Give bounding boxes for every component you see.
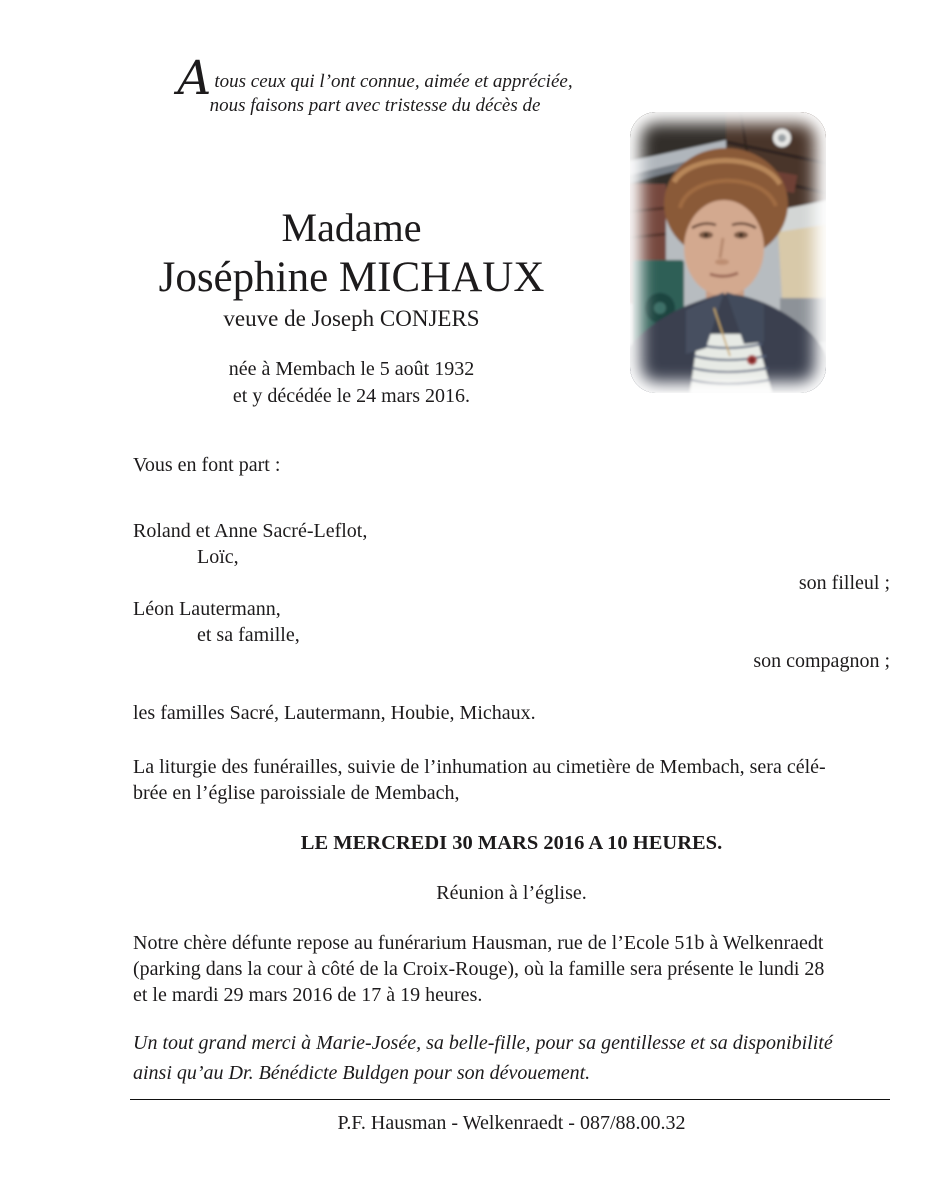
portrait-photo: [630, 112, 826, 393]
birth-line: née à Membach le 5 août 1932: [228, 358, 475, 380]
announcement-entry: Roland et Anne Sacré-Leflot,: [133, 520, 368, 542]
announcement-entry: Loïc,: [197, 546, 239, 568]
announcement-lead: Vous en font part :: [133, 454, 281, 476]
deceased-heading: [133, 204, 570, 410]
announcement-entries: [133, 518, 890, 674]
repose-paragraph: [133, 930, 890, 1008]
announcement-entry-relation: son compagnon ;: [753, 650, 890, 672]
intro-line-1-text: tous ceux qui l’ont connue, aimée et appréciée,: [214, 71, 573, 92]
announcement-entry-relation: son filleul ;: [798, 572, 890, 594]
ornate-initial-a: A: [177, 51, 212, 106]
main-text: [133, 452, 890, 1088]
announcement-entry: et sa famille,: [197, 624, 300, 646]
intro-text: [140, 51, 610, 118]
families-line: les familles Sacré, Lautermann, Houbie, Michaux.: [133, 702, 536, 724]
ceremony-date-line: LE MERCREDI 30 MARS 2016 A 10 HEURES.: [300, 832, 723, 854]
meeting-line: Réunion à l’église.: [436, 882, 587, 904]
footer-funeral-home: P.F. Hausman - Welkenraedt - 087/88.00.32: [337, 1112, 686, 1134]
deceased-name: Joséphine MICHAUX: [158, 254, 545, 301]
portrait-photo-illustration: [630, 112, 826, 393]
thanks-line-1: Un tout grand merci à Marie-Josée, sa belle-fille, pour sa gentillesse et sa disponibilité: [133, 1032, 833, 1054]
deceased-title: Madame: [281, 205, 422, 250]
deceased-relation: veuve de Joseph CONJERS: [223, 306, 480, 331]
liturgy-paragraph: [133, 754, 890, 806]
liturgy-line-1: La liturgie des funérailles, suivie de l’inhumation au cimetière de Membach, sera célé-: [133, 756, 826, 778]
footer-divider: [130, 1099, 890, 1100]
repose-line-1: Notre chère défunte repose au funérarium Hausman, rue de l’Ecole 51b à Welkenraedt: [133, 932, 824, 954]
repose-line-3: et le mardi 29 mars 2016 de 17 à 19 heures.: [133, 984, 483, 1006]
liturgy-line-2: brée en l’église paroissiale de Membach,: [133, 782, 460, 804]
deceased-dates: [133, 356, 570, 410]
repose-line-2: (parking dans la cour à côté de la Croix-Rouge), où la famille sera présente le lundi 28: [133, 958, 825, 980]
thanks-paragraph: [133, 1028, 890, 1088]
announcement-entry: Léon Lautermann,: [133, 598, 281, 620]
death-line: et y décédée le 24 mars 2016.: [232, 385, 471, 407]
intro-line-2: nous faisons part avec tristesse du décès de: [209, 95, 541, 116]
thanks-line-2: ainsi qu’au Dr. Bénédicte Buldgen pour son dévouement.: [133, 1062, 591, 1084]
